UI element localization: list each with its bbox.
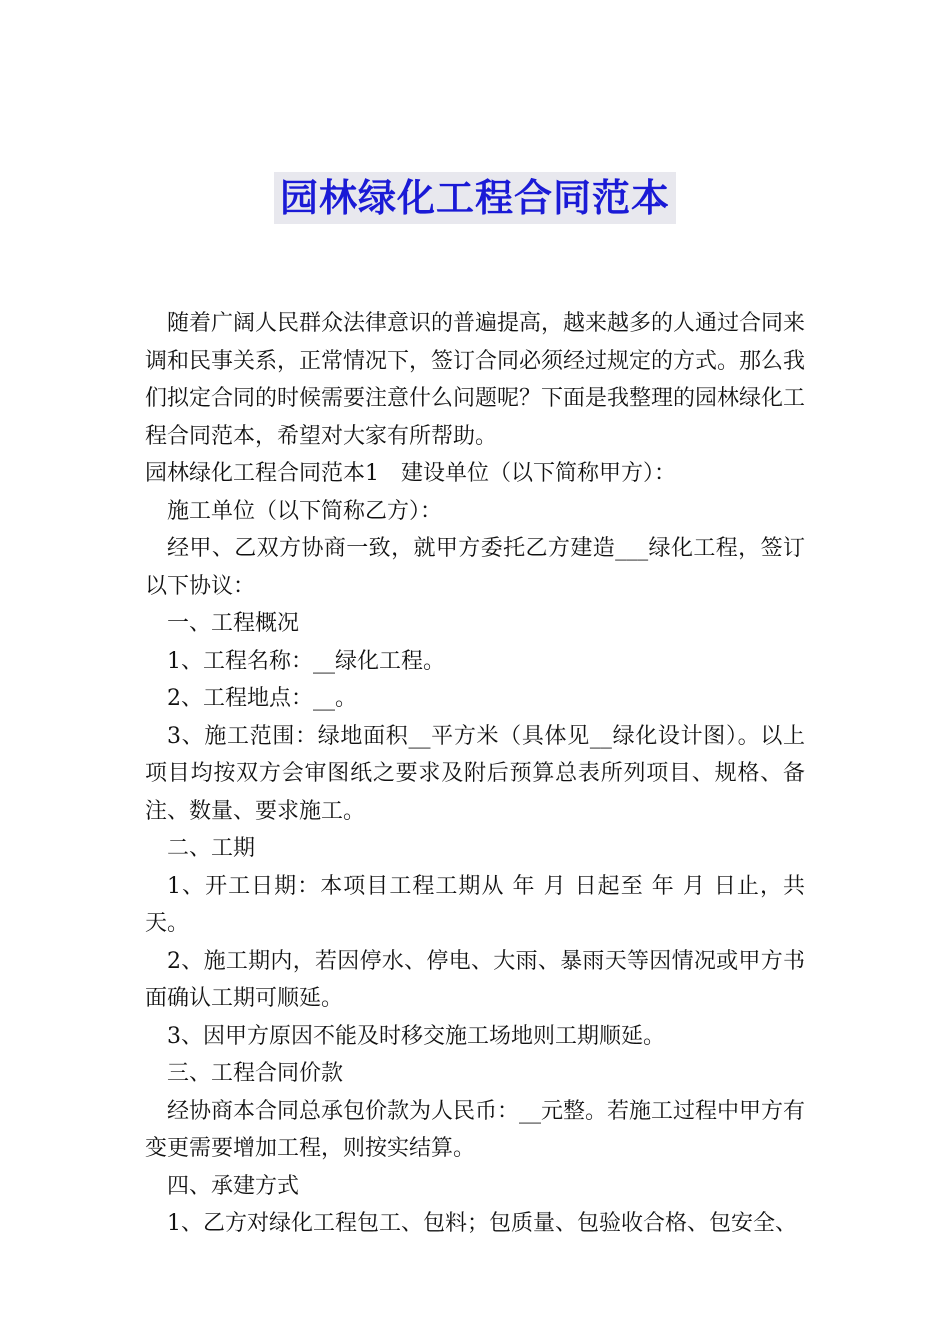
contractor-line: 施工单位（以下简称乙方）：: [167, 498, 443, 524]
clause-start-date: 1、开工日期：本项目工程工期从 年 月 日起至 年 月 日止，共 天。: [145, 873, 805, 936]
section-heading-price: 三、工程合同价款: [167, 1061, 344, 1086]
intro-paragraph: 随着广阔人民群众法律意识的普遍提高，越来越多的人通过合同来调和民事关系，正常情况下，签订合同必须经过规定的方式。那么我们拟定合同的时候需要注意什么问题呢？下面是我整理的园林绿化工程合同范本，希望对大家有所帮助。: [145, 311, 806, 449]
document-title: 园林绿化工程合同范本: [274, 172, 676, 224]
clause-contracting-method: 1、乙方对绿化工程包工、包料；包质量、包验收合格、包安全、: [167, 1211, 797, 1236]
clause-contract-price: 经协商本合同总承包价款为人民币：__元整。若施工过程中甲方有变更需要增加工程，则按实结算。: [145, 1098, 806, 1161]
section-heading-overview: 一、工程概况: [167, 611, 300, 636]
clause-site-handover: 3、因甲方原因不能及时移交施工场地则工期顺延。: [167, 1023, 665, 1049]
agreement-paragraph: 经甲、乙双方协商一致，就甲方委托乙方建造___绿化工程，签订以下协议：: [145, 536, 805, 599]
title-container: [0, 172, 950, 224]
clause-extension: 2、施工期内，若因停水、停电、大雨、暴雨天等因情况或甲方书面确认工期可顺延。: [145, 948, 805, 1011]
clause-project-location: 2、工程地点：__。: [167, 686, 357, 711]
document-body: [145, 305, 805, 1243]
section-heading-method: 四、承建方式: [167, 1173, 300, 1199]
clause-project-name: 1、工程名称：__绿化工程。: [167, 648, 445, 674]
contract-heading-line: 园林绿化工程合同范本1 建设单位（以下简称甲方）：: [145, 461, 676, 486]
section-heading-schedule: 二、工期: [167, 836, 256, 861]
clause-construction-scope: 3、施工范围：绿地面积__平方米（具体见__绿化设计图）。以上项目均按双方会审图纸之要求及附后预算总表所列项目、规格、备注、数量、要求施工。: [145, 723, 805, 824]
